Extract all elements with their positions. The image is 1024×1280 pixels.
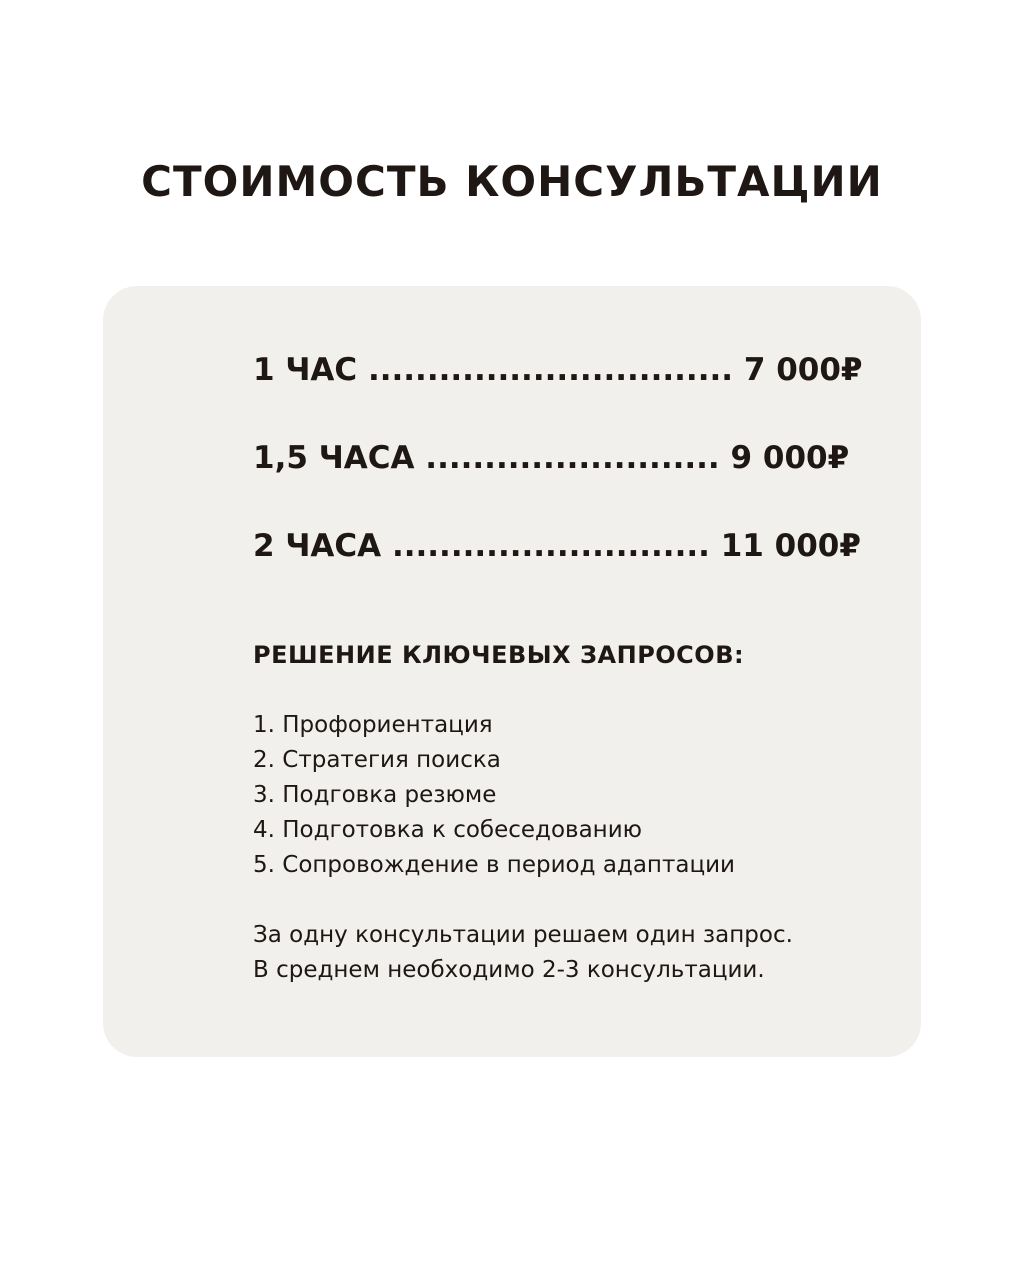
price-dots: .........................	[425, 440, 720, 476]
price-duration: 1,5 ЧАСА	[253, 440, 415, 476]
page-title: СТОИМОСТЬ КОНСУЛЬТАЦИИ	[141, 157, 883, 206]
price-amount: 11 000₽	[720, 528, 861, 564]
price-row-1-5-hours	[253, 436, 849, 480]
requests-heading: РЕШЕНИЕ КЛЮЧЕВЫХ ЗАПРОСОВ:	[253, 641, 745, 669]
list-item: 2. Стратегия поиска	[253, 747, 501, 773]
consultation-note	[253, 918, 793, 988]
list-item: 5. Сопровождение в период адаптации	[253, 852, 736, 878]
price-amount: 7 000₽	[743, 352, 863, 388]
list-item: 3. Подговка резюме	[253, 782, 497, 808]
list-item: 1. Профориентация	[253, 712, 493, 738]
price-dots: ...............................	[367, 352, 734, 388]
price-row-1-hour	[253, 348, 862, 392]
price-amount: 9 000₽	[730, 440, 850, 476]
requests-list	[253, 708, 735, 883]
list-item: 4. Подготовка к собеседованию	[253, 817, 643, 843]
price-duration: 2 ЧАСА	[253, 528, 382, 564]
note-line-2: В среднем необходимо 2-3 консультации.	[253, 957, 765, 983]
note-line-1: За одну консультации решаем один запрос.	[253, 922, 793, 948]
price-dots: ...........................	[391, 528, 710, 564]
price-duration: 1 ЧАС	[253, 352, 358, 388]
price-row-2-hours	[253, 524, 861, 568]
pricing-card	[103, 286, 921, 1057]
